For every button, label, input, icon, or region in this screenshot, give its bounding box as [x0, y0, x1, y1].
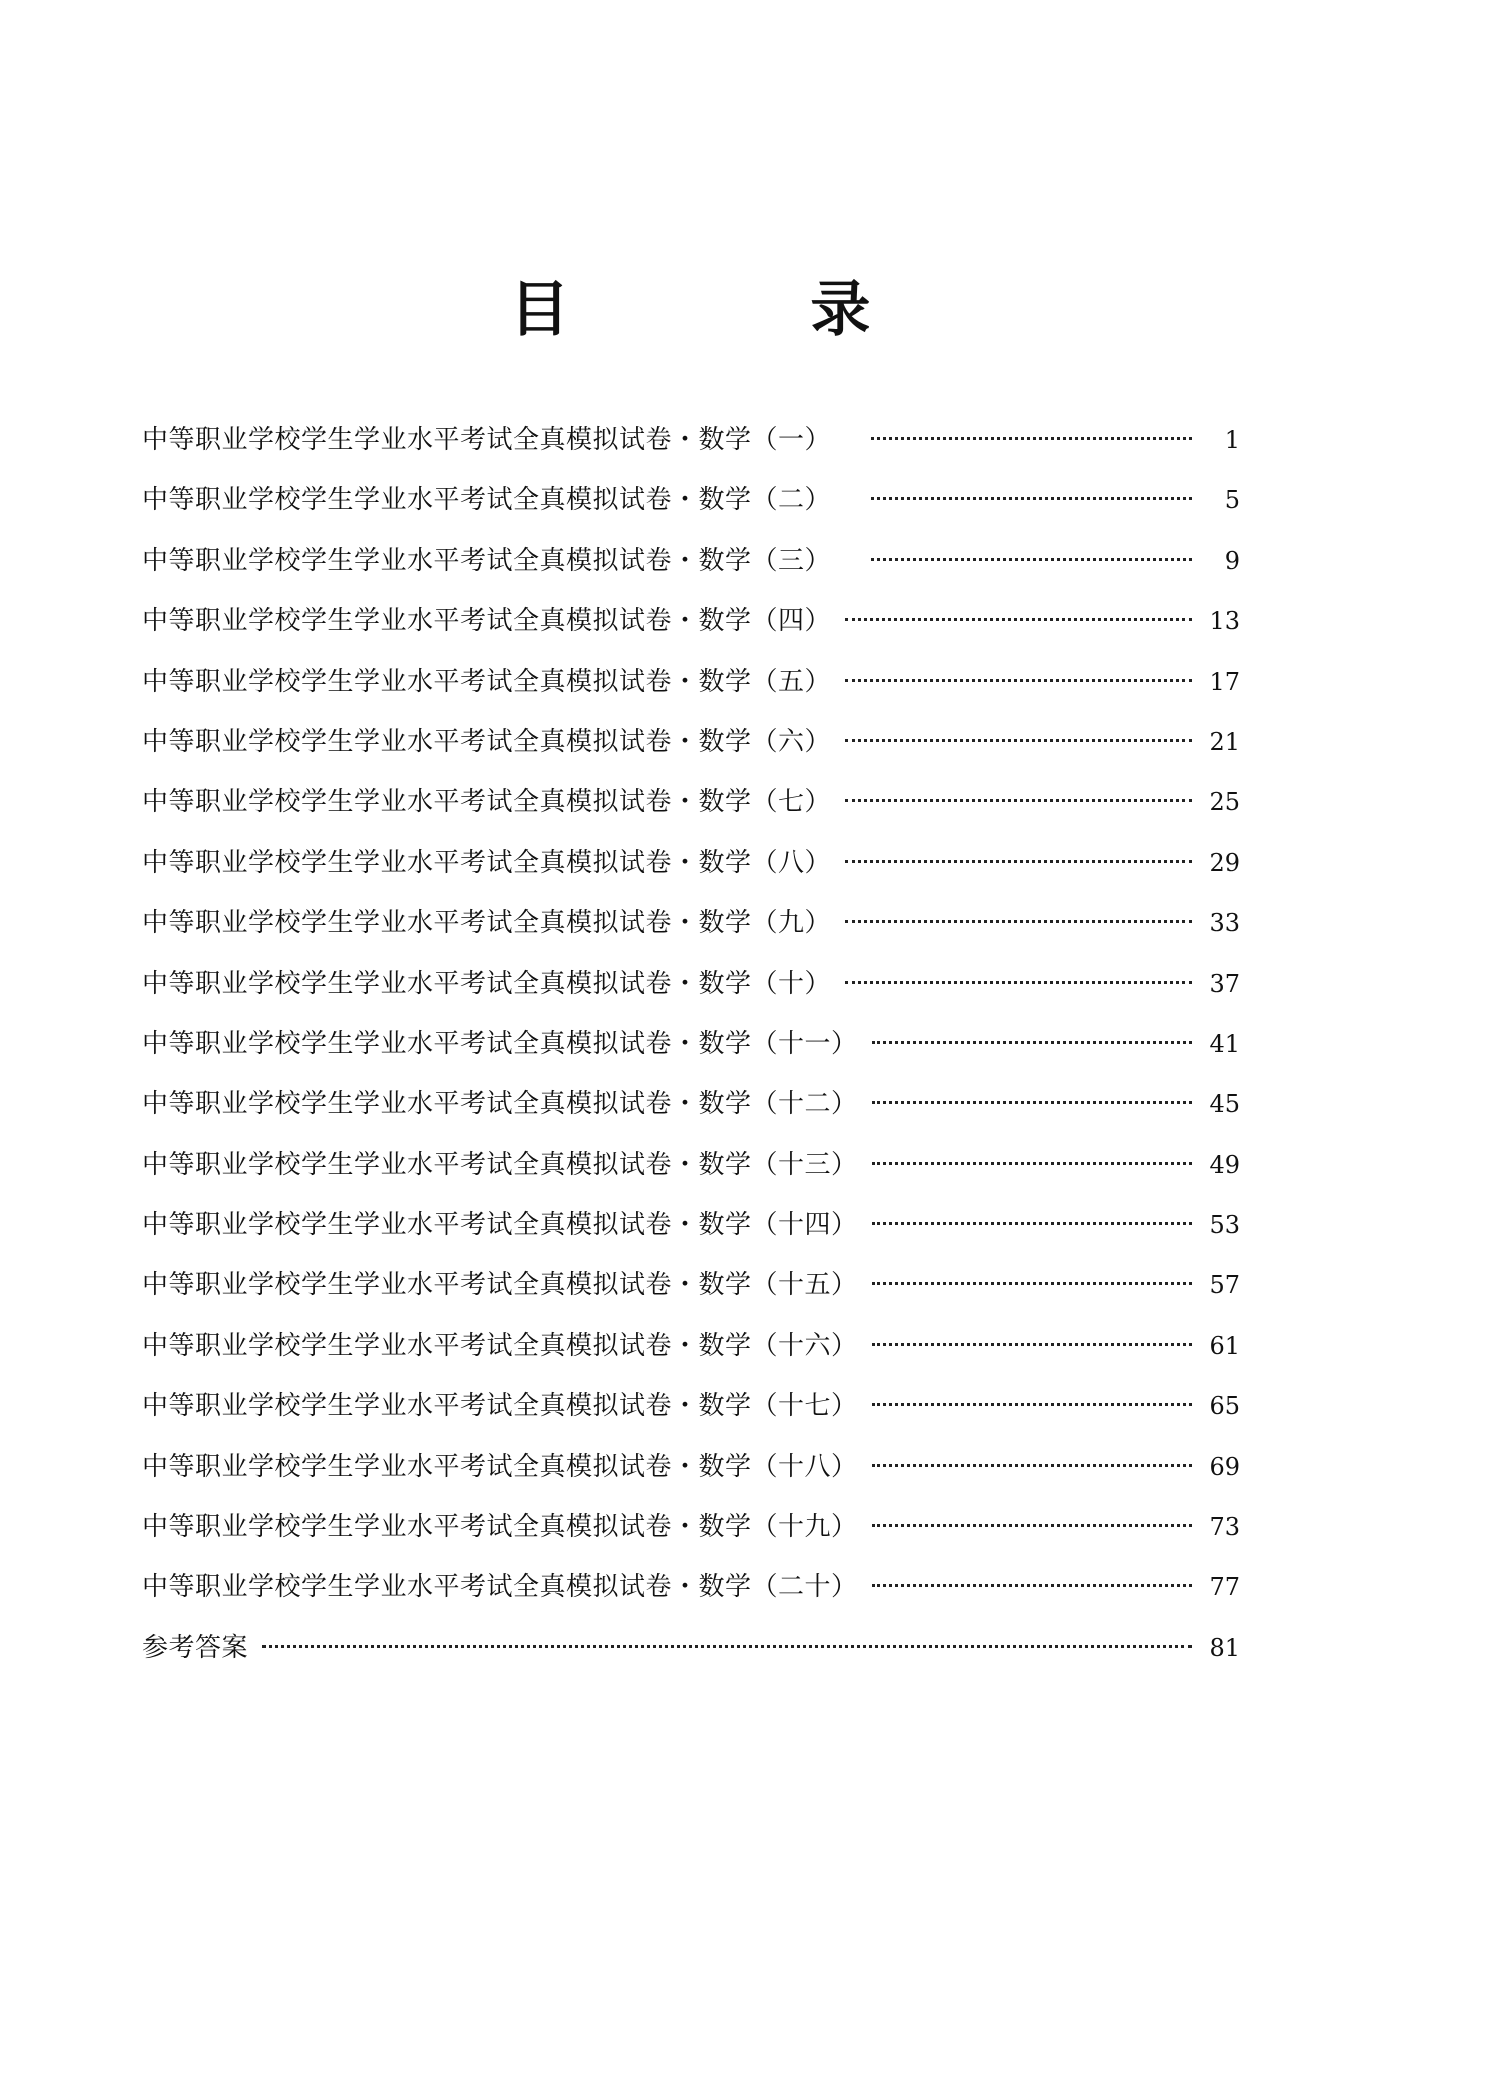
- dot-leader: [872, 1464, 1192, 1467]
- toc-entry[interactable]: [142, 772, 1240, 832]
- toc-entry-page: 1: [1224, 426, 1240, 454]
- dot-leader: [845, 799, 1192, 802]
- toc-entry-label: 中等职业学校学生学业水平考试全真模拟试卷・数学（八）: [142, 847, 832, 878]
- toc-entry[interactable]: [142, 712, 1240, 772]
- toc-entry-page: 73: [1209, 1513, 1240, 1542]
- toc-entry[interactable]: [142, 1316, 1240, 1376]
- toc-entry-label: 中等职业学校学生学业水平考试全真模拟试卷・数学（十一）: [142, 1028, 858, 1059]
- toc-entry-page: 57: [1209, 1271, 1240, 1300]
- toc-entry[interactable]: [142, 531, 1240, 591]
- toc-entry-page: 65: [1209, 1392, 1240, 1421]
- toc-entry-label: 中等职业学校学生学业水平考试全真模拟试卷・数学（三）: [142, 545, 832, 576]
- toc-entry-label: 中等职业学校学生学业水平考试全真模拟试卷・数学（十八）: [142, 1451, 858, 1482]
- toc-entry-page: 49: [1209, 1150, 1240, 1179]
- toc-entry-page: 21: [1209, 727, 1240, 756]
- toc-entry-page: 25: [1209, 788, 1240, 817]
- toc-entry[interactable]: [142, 1376, 1240, 1436]
- toc-entry-label: 中等职业学校学生学业水平考试全真模拟试卷・数学（二）: [142, 485, 832, 516]
- toc-entry-page: 61: [1209, 1331, 1240, 1360]
- toc-entry-page: 81: [1209, 1633, 1240, 1662]
- toc-entry-label: 中等职业学校学生学业水平考试全真模拟试卷・数学（九）: [142, 908, 832, 939]
- dot-leader: [872, 1222, 1192, 1225]
- toc-entry-page: 41: [1209, 1029, 1240, 1058]
- dot-leader: [872, 1162, 1192, 1165]
- toc-entry-answers[interactable]: [142, 1618, 1240, 1678]
- toc-entry-page: 45: [1209, 1090, 1240, 1119]
- toc-entry[interactable]: [142, 1557, 1240, 1617]
- page-title: 目 录: [509, 275, 981, 345]
- dot-leader: [872, 1282, 1192, 1285]
- toc-entry-label: 中等职业学校学生学业水平考试全真模拟试卷・数学（十三）: [142, 1149, 858, 1180]
- toc-entry[interactable]: [142, 893, 1240, 953]
- dot-leader: [845, 860, 1192, 863]
- toc-entry[interactable]: [142, 1497, 1240, 1557]
- toc-entry[interactable]: [142, 1437, 1240, 1497]
- toc-entry-label: 中等职业学校学生学业水平考试全真模拟试卷・数学（十五）: [142, 1270, 858, 1301]
- dot-leader: [872, 1403, 1192, 1406]
- toc-entry-label: 中等职业学校学生学业水平考试全真模拟试卷・数学（十九）: [142, 1512, 858, 1543]
- toc-entry[interactable]: [142, 1135, 1240, 1195]
- toc-entry[interactable]: [142, 410, 1240, 470]
- dot-leader: [871, 437, 1192, 440]
- toc-entry-label: 参考答案: [142, 1632, 249, 1663]
- toc-entry-page: 37: [1209, 969, 1240, 998]
- toc-entry[interactable]: [142, 833, 1240, 893]
- dot-leader: [872, 1524, 1192, 1527]
- dot-leader: [845, 618, 1192, 621]
- toc-entry-page: 5: [1224, 486, 1240, 515]
- toc-entry-label: 中等职业学校学生学业水平考试全真模拟试卷・数学（二十）: [142, 1572, 858, 1603]
- toc-entry[interactable]: [142, 1255, 1240, 1315]
- toc-entry[interactable]: [142, 1014, 1240, 1074]
- dot-leader: [845, 981, 1192, 984]
- dot-leader: [845, 679, 1192, 682]
- dot-leader: [872, 1041, 1192, 1044]
- toc-entry[interactable]: [142, 954, 1240, 1014]
- dot-leader: [872, 1584, 1192, 1587]
- toc-entry[interactable]: [142, 652, 1240, 712]
- toc-entry-page: 69: [1209, 1452, 1240, 1481]
- toc-entry-label: 中等职业学校学生学业水平考试全真模拟试卷・数学（十七）: [142, 1391, 858, 1422]
- toc-entry-label: 中等职业学校学生学业水平考试全真模拟试卷・数学（一）: [142, 425, 832, 455]
- table-of-contents: [142, 410, 1240, 1678]
- dot-leader: [845, 739, 1192, 742]
- toc-entry[interactable]: [142, 470, 1240, 530]
- toc-entry-page: 33: [1209, 909, 1240, 938]
- toc-entry[interactable]: [142, 591, 1240, 651]
- dot-leader: [872, 1343, 1192, 1346]
- toc-entry-label: 中等职业学校学生学业水平考试全真模拟试卷・数学（七）: [142, 787, 832, 818]
- dot-leader: [845, 920, 1192, 923]
- dot-leader: [262, 1645, 1192, 1648]
- toc-entry-label: 中等职业学校学生学业水平考试全真模拟试卷・数学（十二）: [142, 1089, 858, 1120]
- dot-leader: [871, 497, 1192, 500]
- toc-entry-label: 中等职业学校学生学业水平考试全真模拟试卷・数学（四）: [142, 606, 832, 637]
- toc-entry-label: 中等职业学校学生学业水平考试全真模拟试卷・数学（五）: [142, 666, 832, 697]
- toc-entry-label: 中等职业学校学生学业水平考试全真模拟试卷・数学（六）: [142, 726, 832, 757]
- toc-entry-page: 29: [1209, 848, 1240, 877]
- toc-entry-page: 17: [1209, 667, 1240, 696]
- dot-leader: [871, 558, 1192, 561]
- toc-entry-page: 77: [1209, 1573, 1240, 1602]
- toc-entry-page: 13: [1209, 607, 1240, 636]
- toc-entry-page: 9: [1224, 546, 1240, 575]
- toc-entry-page: 53: [1209, 1211, 1240, 1240]
- toc-entry-label: 中等职业学校学生学业水平考试全真模拟试卷・数学（十六）: [142, 1330, 858, 1361]
- toc-entry[interactable]: [142, 1195, 1240, 1255]
- dot-leader: [872, 1101, 1192, 1104]
- toc-entry-label: 中等职业学校学生学业水平考试全真模拟试卷・数学（十）: [142, 968, 832, 999]
- toc-entry[interactable]: [142, 1074, 1240, 1134]
- toc-entry-label: 中等职业学校学生学业水平考试全真模拟试卷・数学（十四）: [142, 1210, 858, 1241]
